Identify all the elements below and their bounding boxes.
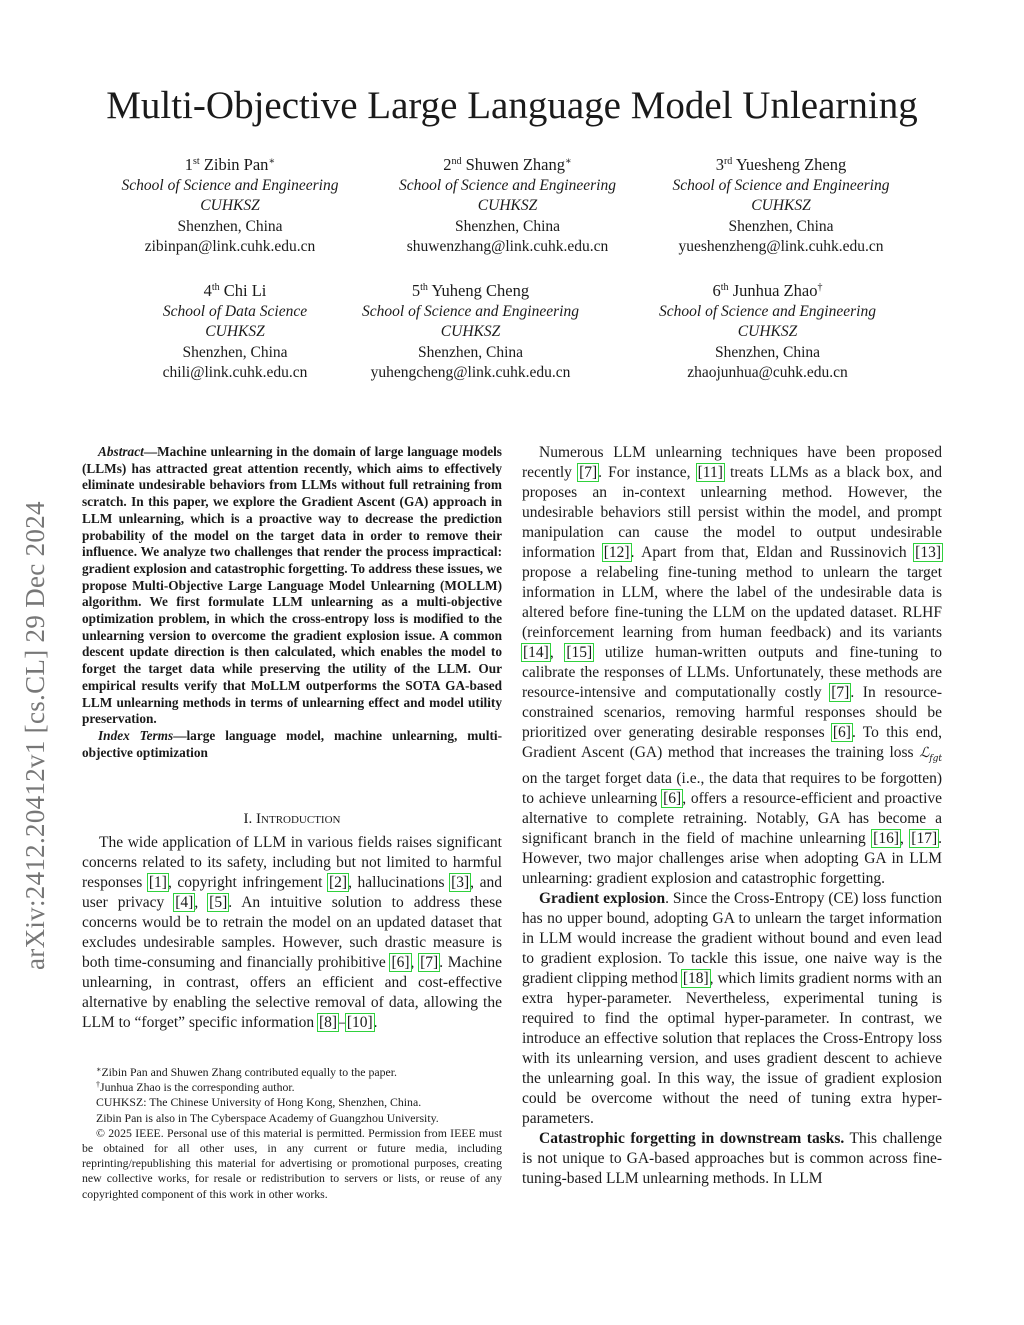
citation-link[interactable]: [8]: [319, 1014, 338, 1031]
author-block: [635, 281, 900, 384]
author-email[interactable]: chili@link.cuhk.edu.cn: [162, 364, 308, 381]
footnote: Zibin Pan is also in The Cyberspace Academy of Guangzhou University.: [96, 1110, 439, 1125]
citation-link[interactable]: [16]: [873, 829, 899, 847]
author-email[interactable]: yueshenzheng@link.cuhk.edu.cn: [678, 238, 884, 255]
footnote: ∗Zibin Pan and Shuwen Zhang contributed equally to the paper.: [96, 1065, 397, 1079]
citation-link[interactable]: [7]: [579, 464, 598, 481]
paragraph-heading: Catastrophic forgetting in downstream tasks.: [539, 1129, 845, 1147]
citation-link[interactable]: [7]: [420, 954, 439, 971]
author-location: Shenzhen, China: [454, 217, 561, 235]
paragraph-heading: Gradient explosion: [539, 889, 666, 907]
citation-link[interactable]: [13]: [915, 544, 941, 561]
citation-link[interactable]: [10]: [346, 1014, 373, 1031]
author-email[interactable]: yuhengcheng@link.cuhk.edu.cn: [370, 364, 571, 381]
author-location: Shenzhen, China: [182, 343, 288, 361]
citation-link[interactable]: [1]: [148, 874, 167, 891]
author-name: 5th Yuheng Cheng: [411, 281, 530, 300]
copyright-notice: © 2025 IEEE. Personal use of this material is permitted. Permission from IEEE must be obtained for all other uses, in any current or future media, including reprinting/republishing this material for advertising or promotional purposes, creating new collective works, for resale or redistribution to servers or lists, or reuse of any copyrighted component of this work in other works.: [82, 1125, 502, 1201]
author-block: [375, 155, 640, 258]
right-column: [522, 443, 942, 1189]
citation-link[interactable]: [11]: [697, 464, 723, 481]
author-block: [110, 281, 360, 384]
citation-link[interactable]: [17]: [911, 829, 938, 847]
author-institution: CUHKSZ: [477, 197, 538, 214]
citation-link[interactable]: [14]: [523, 644, 549, 661]
author-affiliation: School of Science and Engineering: [362, 302, 579, 320]
author-name: 2nd Shuwen Zhang∗: [443, 155, 572, 174]
author-institution: CUHKSZ: [440, 323, 501, 340]
author-affiliation: School of Data Science: [162, 302, 308, 320]
body-paragraph: Numerous LLM unlearning techniques have been proposed recently [7]. For instance, [11] treats LLMs as a black box, and proposes an in-context unlearning method. However, the undesirable behaviors still persist within the model, and prompt manipulation can cause the model to output undesirable information [12]. Apart from that, Eldan and Russinovich [13] propose a relabeling fine-tuning method to unlearn the target information in LLM, where the label of the undesirable data is altered before fine-tuning the LLM on the updated dataset. RLHF (reinforcement learning from human feedback) and its variants [14], [15] utilize human-written outputs and fine-tuning to calibrate the responses of LLMs. Unfortunately, these methods are resource-intensive and computationally costly [7]. In resource-constrained scenarios, removing harmful responses should be prioritized over generating desirable responses [6]. To this end, Gradient Ascent (GA) method that increases the training loss ℒ$_{fgt}$ on the target forget data (i.e., the data that requires to be forgotten) to achieve unlearning [6], offers a resource-efficient and proactive alternative to complete retraining. Notably, GA has become a significant branch in the field of machine unlearning [16], [17]. However, two major challenges arise when adopting GA in LLM unlearning: gradient explosion and catastrophic forgetting.: [522, 444, 943, 887]
body-paragraph: Catastrophic forgetting in downstream tasks. This challenge is not unique to GA-based approaches but is common across fine-tuning-based LLM unlearning methods. In LLM: [522, 1129, 942, 1187]
section-heading: I. Introduction: [243, 811, 341, 827]
citation-link[interactable]: [6]: [832, 724, 851, 741]
abstract: Abstract—Machine unlearning in the domain of large language models (LLMs) has attracted great attention recently, which aims to effectively eliminate undesirable behaviors from LLMs without full retraining from scratch. In this paper, we explore the Gradient Ascent (GA) approach in LLM unlearning, which is a proactive way to decrease the prediction probability of the model on the target data in order to remove their influence. We analyze two challenges that render the process impractical: gradient explosion and catastrophic forgetting. To address these issues, we propose Multi-Objective Large Language Model Unlearning (MOLLM) algorithm. We first formulate LLM unlearning as a multi-objective optimization problem, in which the cross-entropy loss is modified to the unlearning version to overcome the gradient explosion issue. A common descent update direction is then calculated, which enables the model to forget the target data while preserving the utility of the LLM. Our empirical results verify that MoLLM outperforms the SOTA GA-based LLM unlearning methods in terms of unlearning effect and model utility preservation. Index Terms—large language model, machine unlearning, multi-objective optimization: [82, 444, 502, 760]
footnote: †Junhua Zhao is the corresponding author.: [96, 1080, 295, 1095]
author-name: 4th Chi Li: [203, 281, 267, 300]
author-location: Shenzhen, China: [728, 217, 834, 235]
intro-paragraph: The wide application of LLM in various fields raises significant concerns related to its safety, including but not limited to harmful responses [1], copyright infringement [2], hallucinations [3], and user privacy [4], [5]. An intuitive solution to address these concerns would be to retrain the model on an updated dataset that excludes undesirable samples. However, such drastic measure is both time-consuming and financially prohibitive [6], [7]. Machine unlearning, in contrast, offers an efficient and cost-effective alternative by enabling the selective removal of data, allowing the LLM to “forget” specific information [8]–[10].: [82, 834, 503, 1031]
author-name: 3rd Yuesheng Zheng: [715, 155, 847, 174]
author-institution: CUHKSZ: [737, 323, 798, 340]
citation-link[interactable]: [6]: [663, 789, 682, 807]
author-location: Shenzhen, China: [417, 343, 524, 361]
body-paragraph: Gradient explosion. Since the Cross-Entropy (CE) loss function has no upper bound, adopting GA to unlearn the target information in LLM would increase the gradient without bound and even lead to gradient explosion. To tackle this issue, one naive way is the gradient clipping method [18], which limits gradient norms with an extra hyper-parameter. Nevertheless, experimental tuning is required to find the optimal hyper-parameter. In contrast, we introduce an effective solution that replaces the Cross-Entropy loss with its unlearning version, and uses gradient descent to achieve the unlearning goal. In this way, the issue of gradient explosion could be overcome without the need of tuning extra hyper-parameters.: [522, 889, 942, 1127]
author-affiliation: School of Science and Engineering: [121, 176, 339, 194]
footnote: CUHKSZ: The Chinese University of Hong Kong, Shenzhen, China.: [96, 1095, 422, 1110]
footnotes: [82, 1065, 502, 1202]
author-block: [100, 155, 360, 258]
citation-link[interactable]: [12]: [603, 544, 630, 561]
author-email[interactable]: shuwenzhang@link.cuhk.edu.cn: [406, 238, 609, 255]
paper-title: Multi-Objective Large Language Model Unlearning: [106, 84, 918, 127]
author-email[interactable]: zibinpan@link.cuhk.edu.cn: [144, 238, 316, 255]
author-block: [338, 281, 603, 384]
citation-link[interactable]: [3]: [451, 874, 470, 891]
citation-link[interactable]: [5]: [209, 894, 228, 911]
citation-link[interactable]: [7]: [831, 684, 850, 701]
author-institution: CUHKSZ: [751, 197, 811, 214]
author-affiliation: School of Science and Engineering: [659, 302, 876, 320]
author-location: Shenzhen, China: [177, 217, 283, 235]
loss-symbol: ℒ$_{fgt}$: [919, 745, 942, 764]
citation-link[interactable]: [15]: [566, 644, 593, 661]
author-location: Shenzhen, China: [714, 343, 821, 361]
author-affiliation: School of Science and Engineering: [672, 176, 890, 194]
author-block: [650, 155, 912, 258]
author-affiliation: School of Science and Engineering: [399, 176, 616, 194]
author-name: 1st Zibin Pan∗: [184, 155, 276, 174]
citation-link[interactable]: [2]: [329, 874, 348, 891]
author-institution: CUHKSZ: [205, 323, 265, 340]
author-email[interactable]: zhaojunhua@cuhk.edu.cn: [687, 364, 848, 381]
citation-link[interactable]: [6]: [391, 954, 410, 971]
author-institution: CUHKSZ: [200, 197, 260, 214]
citation-link[interactable]: [18]: [682, 969, 709, 987]
author-name: 6th Junhua Zhao†: [712, 281, 823, 300]
citation-link[interactable]: [4]: [175, 894, 194, 911]
arxiv-identifier[interactable]: arXiv:2412.20412v1 [cs.CL] 29 Dec 2024: [20, 501, 50, 970]
